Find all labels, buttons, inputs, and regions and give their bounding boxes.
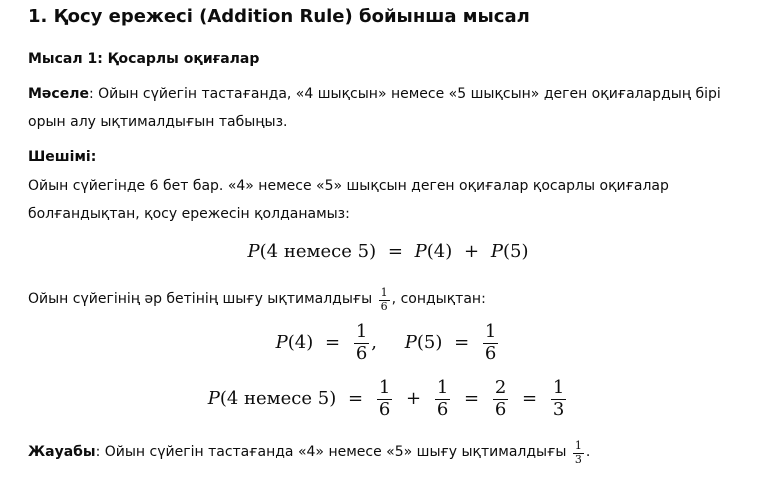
eq2-b-fraction	[483, 322, 498, 364]
eq1-rhs1-arg: (4)	[426, 241, 453, 262]
prob-frac-num: 1	[380, 286, 388, 300]
equation-result: P(4 немесе 5) = $\frac{1}{6}$ + $\frac{1}{6}$ = $\frac{2}{6}$ = $\frac{1}{3}$	[207, 377, 565, 420]
eq1-rhs2-fn: P	[490, 241, 503, 262]
equation-addition-rule: P(4 немесе 5) = P(4) + P(5)	[247, 241, 529, 262]
prob-text-after: , сондықтан:	[391, 291, 486, 307]
answer-frac-num: 1	[574, 439, 582, 453]
answer-end: .	[585, 444, 591, 460]
probability-line	[28, 284, 486, 314]
eq3-f1-num: 1	[378, 377, 391, 398]
eq1-lhs-fn: P	[247, 241, 260, 262]
eq3-f2-num: 1	[436, 377, 449, 398]
answer-text: : Ойын сүйегін тастағанда «4» немесе «5» шығу ықтималдығы	[95, 444, 571, 460]
prob-frac-den: 6	[380, 300, 388, 313]
eq3-fraction-4	[551, 378, 566, 420]
eq3-f4-num: 1	[552, 377, 565, 398]
solution-line-1: Ойын сүйегінде 6 бет бар. «4» немесе «5» шықсын деген оқиғалар қосарлы оқиғалар	[28, 178, 669, 194]
eq3-fraction-3	[493, 378, 508, 420]
example-title: Мысал 1: Қосарлы оқиғалар	[28, 51, 260, 67]
answer-frac-den: 3	[574, 453, 582, 466]
prob-fraction	[379, 287, 390, 313]
section-heading: 1. Қосу ережесі (Addition Rule) бойынша мысал	[28, 6, 530, 27]
eq3-fn: P	[207, 388, 220, 410]
eq2-a-fn: P	[275, 332, 288, 354]
eq2-b-den: 6	[484, 342, 497, 364]
eq3-fraction-2	[435, 378, 450, 420]
eq1-rhs1-fn: P	[414, 241, 427, 262]
prob-text-before: Ойын сүйегінің әр бетінің шығу ықтималдығы	[28, 291, 377, 307]
eq2-a-arg: (4)	[287, 332, 314, 354]
problem-line-2: орын алу ықтималдығын табыңыз.	[28, 114, 288, 130]
eq3-f1-den: 6	[378, 398, 391, 420]
eq2-a-den: 6	[355, 342, 368, 364]
eq3-f2-den: 6	[436, 398, 449, 420]
eq2-b-arg: (5)	[416, 332, 443, 354]
eq3-fraction-1	[377, 378, 392, 420]
eq3-f3-num: 2	[494, 377, 507, 398]
eq2-a-num: 1	[355, 321, 368, 342]
eq3-arg: (4 немесе 5)	[219, 388, 337, 410]
eq1-lhs-arg: (4 немесе 5)	[259, 241, 377, 262]
eq2-a-fraction	[354, 322, 369, 364]
eq2-b-num: 1	[484, 321, 497, 342]
answer-fraction	[573, 440, 584, 466]
problem-text-1: : Ойын сүйегін тастағанда, «4 шықсын» немесе «5 шықсын» деген оқиғалардың бірі	[88, 86, 721, 102]
answer-label: Жауабы	[28, 444, 96, 460]
eq2-b-fn: P	[404, 332, 417, 354]
problem-label: Мәселе	[28, 86, 89, 102]
eq3-f3-den: 6	[494, 398, 507, 420]
answer-line	[28, 437, 590, 467]
solution-line-2: болғандықтан, қосу ережесін қолданамыз:	[28, 206, 350, 222]
solution-label: Шешімі:	[28, 149, 97, 165]
problem-line-1	[28, 79, 721, 109]
equation-single-probabilities: P(4) = $\frac{1}{6}$ , P(5) = $\frac{1}{6}$	[275, 321, 497, 364]
eq3-f4-den: 3	[552, 398, 565, 420]
eq1-rhs2-arg: (5)	[502, 241, 529, 262]
